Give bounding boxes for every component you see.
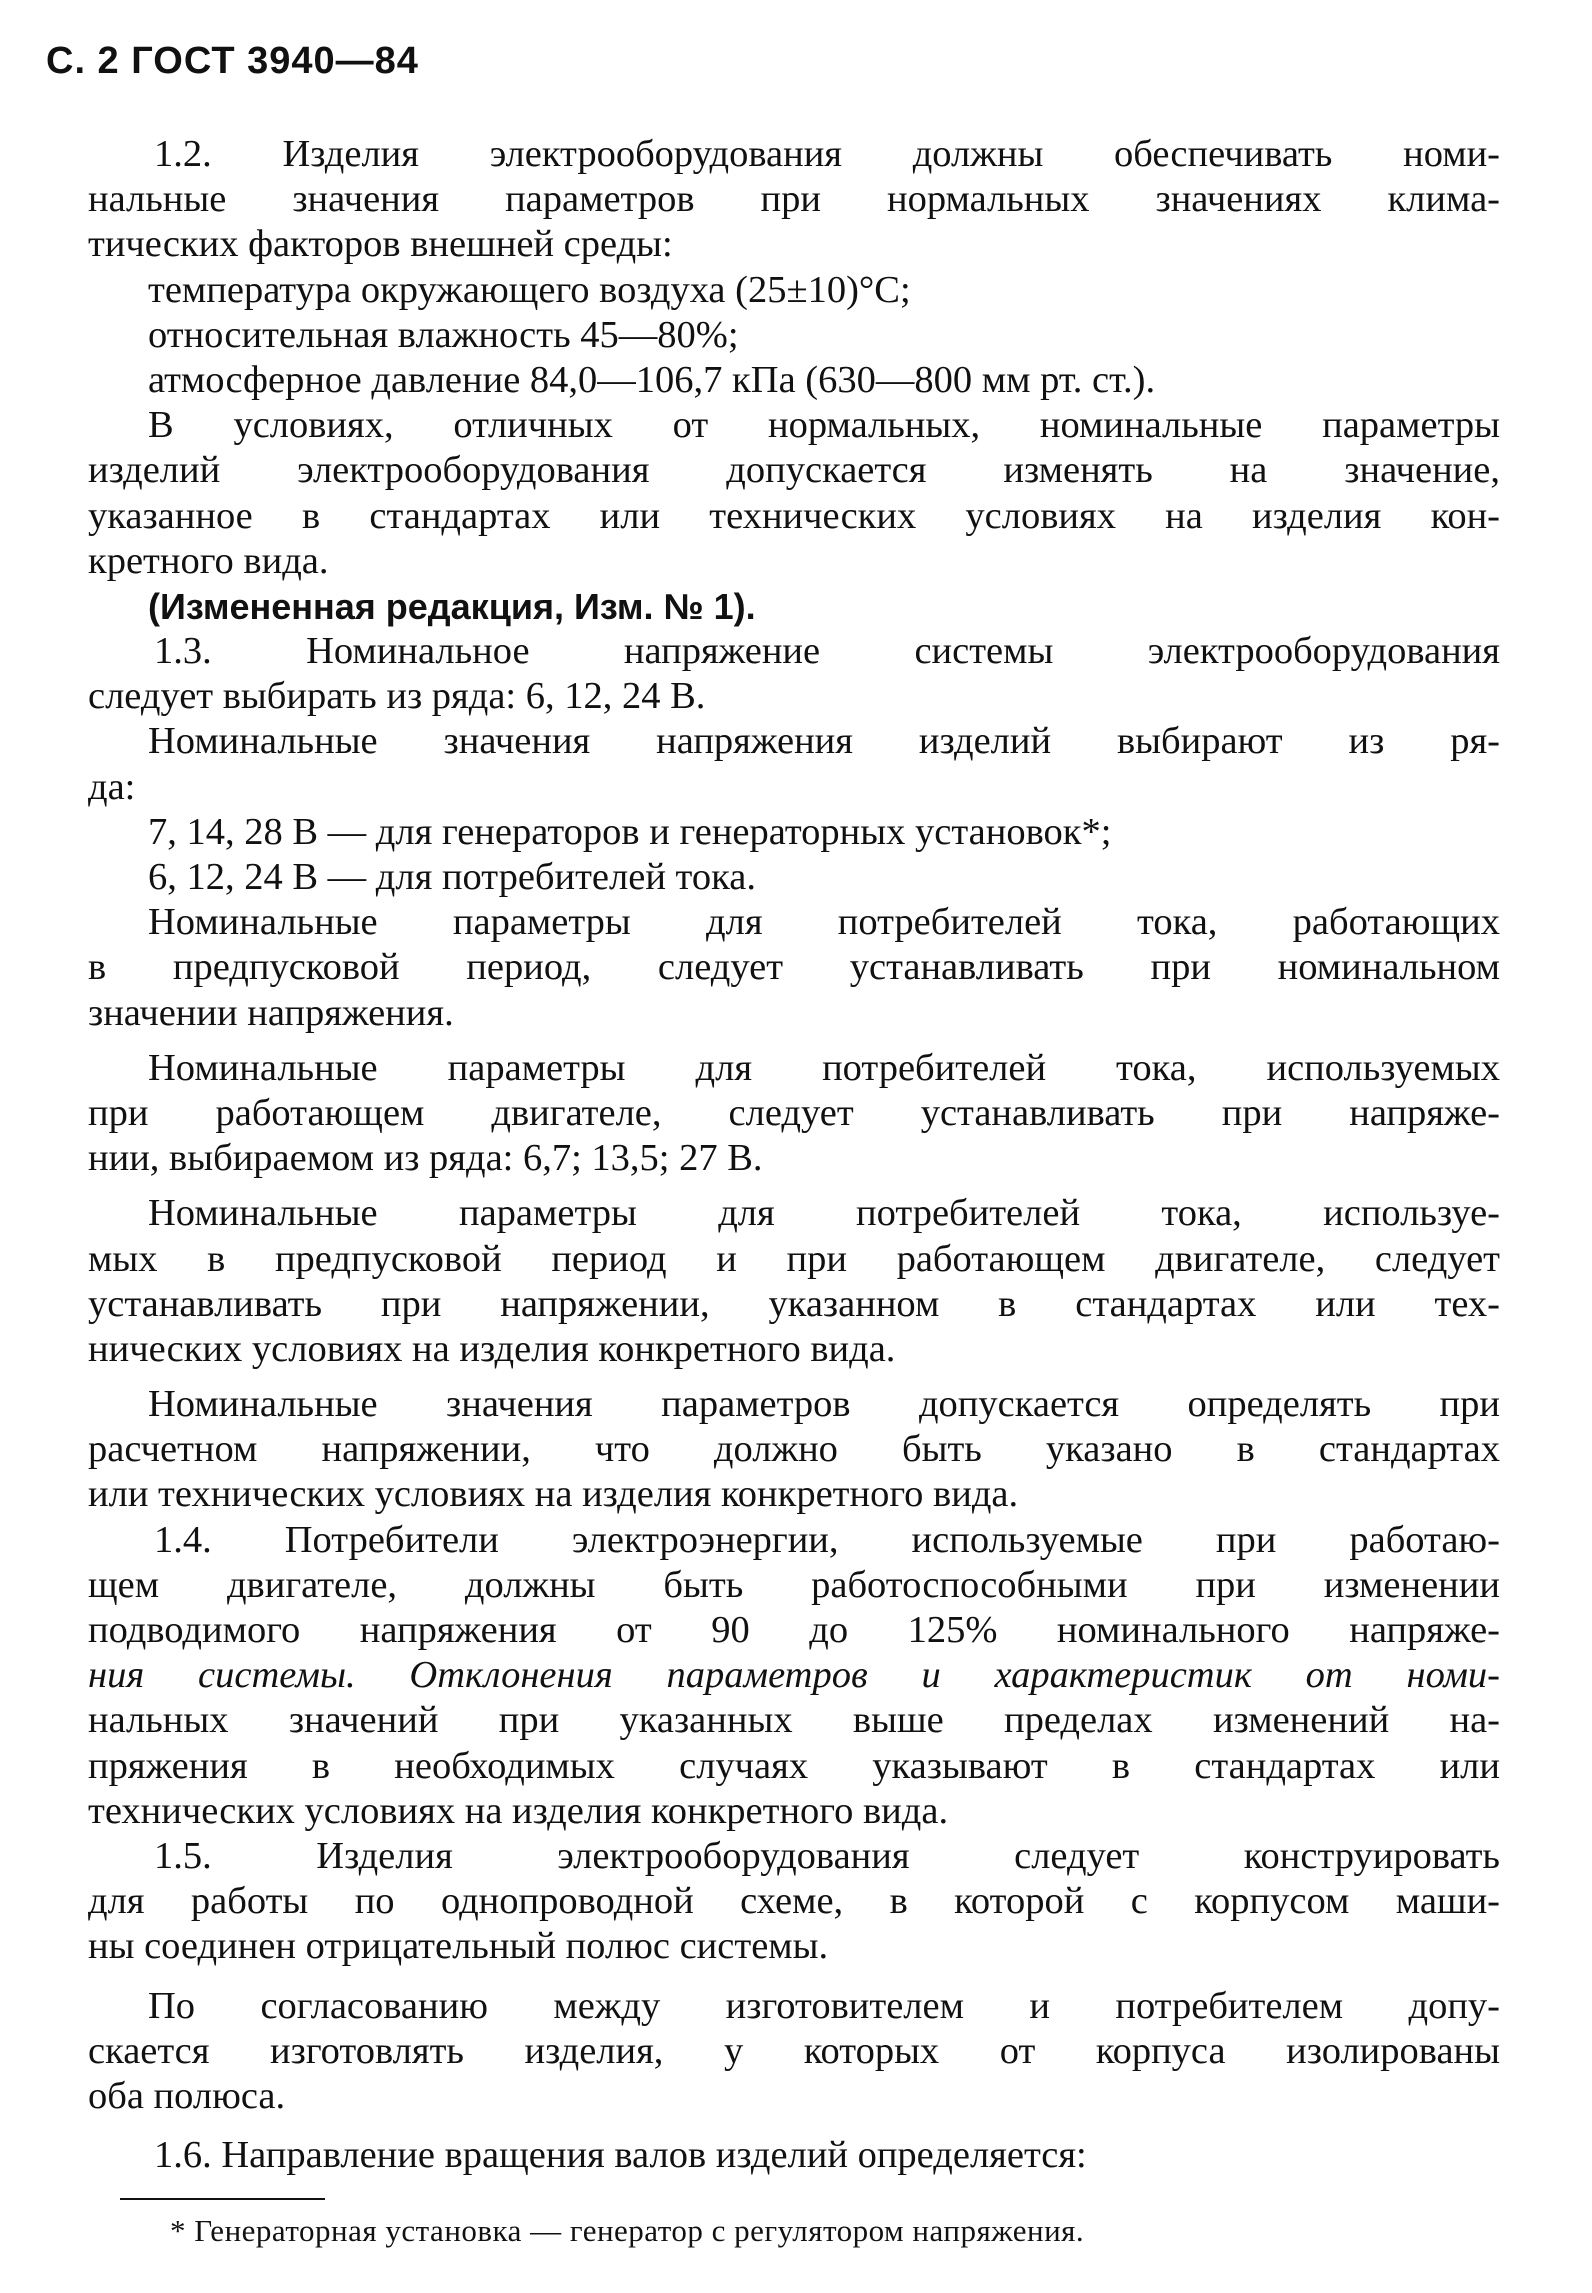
paragraph-line: при работающем двигателе, следует устанавливать при напряже- (88, 1091, 1500, 1134)
change-note: (Измененная редакция, Изм. № 1). (148, 585, 756, 627)
paragraph-line: следует выбирать из ряда: 6, 12, 24 В. (88, 675, 706, 718)
paragraph-line: ны соединен отрицательный полюс системы. (88, 1925, 829, 1968)
paragraph-line: пряжения в необходимых случаях указывают в стандартах или (88, 1744, 1500, 1787)
paragraph-line: нии, выбираемом из ряда: 6,7; 13,5; 27 В. (88, 1137, 763, 1180)
list-item: температура окружающего воздуха (25±10)°С; (148, 268, 911, 311)
paragraph-line: технических условиях на изделия конкретного вида. (88, 1789, 949, 1832)
paragraph-line: подводимого напряжения от 90 до 125% номинального напряже- (88, 1609, 1500, 1651)
footnote-divider (120, 2198, 325, 2200)
paragraph-line: да: (88, 765, 136, 808)
paragraph-line: нальных значений при указанных выше пределах изменений на- (88, 1699, 1500, 1742)
paragraph-line: скается изготовлять изделия, у которых от корпуса изолированы (88, 2029, 1500, 2072)
list-item: атмосферное давление 84,0—106,7 кПа (630—800 мм рт. ст.). (148, 358, 1156, 401)
paragraph-line: мых в предпусковой период и при работающем двигателе, следует (88, 1237, 1500, 1280)
paragraph-line: 1.4. Потребители электроэнергии, используемые при работаю- (154, 1518, 1500, 1561)
paragraph-line: ния системы. Отклонения параметров и характеристик от номи- (88, 1654, 1500, 1697)
paragraph-line: нальные значения параметров при нормальных значениях клима- (88, 178, 1500, 221)
paragraph-line: 1.6. Направление вращения валов изделий определяется: (154, 2134, 1087, 2177)
paragraph-line: устанавливать при напряжении, указанном в стандартах или тех- (88, 1282, 1500, 1325)
paragraph-line: 1.5. Изделия электрооборудования следует конструировать (154, 1834, 1500, 1877)
list-item: относительная влажность 45—80%; (148, 313, 739, 356)
paragraph-line: изделий электрооборудования допускается изменять на значение, (88, 449, 1500, 492)
paragraph-line: Номинальные параметры для потребителей тока, работающих (148, 901, 1500, 944)
list-item: 7, 14, 28 В — для генераторов и генераторных установок*; (148, 810, 1112, 853)
paragraph-line: значении напряжения. (88, 991, 454, 1034)
paragraph-line: указанное в стандартах или технических условиях на изделия кон- (88, 494, 1500, 537)
footnote: * Генераторная установка — генератор с регулятором напряжения. (170, 2213, 1085, 2248)
paragraph-line: щем двигателе, должны быть работоспособными при изменении (88, 1563, 1500, 1606)
paragraph-line: в предпусковой период, следует устанавливать при номинальном (88, 946, 1500, 989)
paragraph-line: В условиях, отличных от нормальных, номинальные параметры (148, 404, 1500, 447)
paragraph-line: тических факторов внешней среды: (88, 223, 673, 266)
paragraph-line: Номинальные параметры для потребителей тока, используемых (148, 1046, 1500, 1089)
list-item: 6, 12, 24 В — для потребителей тока. (148, 856, 756, 898)
paragraph-line: расчетном напряжении, что должно быть указано в стандартах (88, 1428, 1500, 1471)
paragraph-line: По согласованию между изготовителем и потребителем допу- (148, 1984, 1500, 2027)
paragraph-line: для работы по однопроводной схеме, в которой с корпусом маши- (88, 1880, 1500, 1923)
page-header: С. 2 ГОСТ 3940—84 (46, 40, 419, 82)
paragraph-line: или технических условиях на изделия конкретного вида. (88, 1473, 1019, 1516)
paragraph-line: нических условиях на изделия конкретного вида. (88, 1327, 896, 1370)
paragraph-line: Номинальные параметры для потребителей тока, используе- (148, 1192, 1500, 1235)
paragraph-line: оба полюса. (88, 2074, 286, 2117)
paragraph-line: Номинальные значения напряжения изделий выбирают из ря- (148, 720, 1500, 763)
paragraph-line: кретного вида. (88, 539, 329, 582)
paragraph-line: 1.2. Изделия электрооборудования должны обеспечивать номи- (154, 133, 1500, 175)
body-text (88, 132, 1500, 2178)
paragraph-line: Номинальные значения параметров допускается определять при (148, 1383, 1500, 1426)
paragraph-line: 1.3. Номинальное напряжение системы электрооборудования (154, 630, 1500, 673)
